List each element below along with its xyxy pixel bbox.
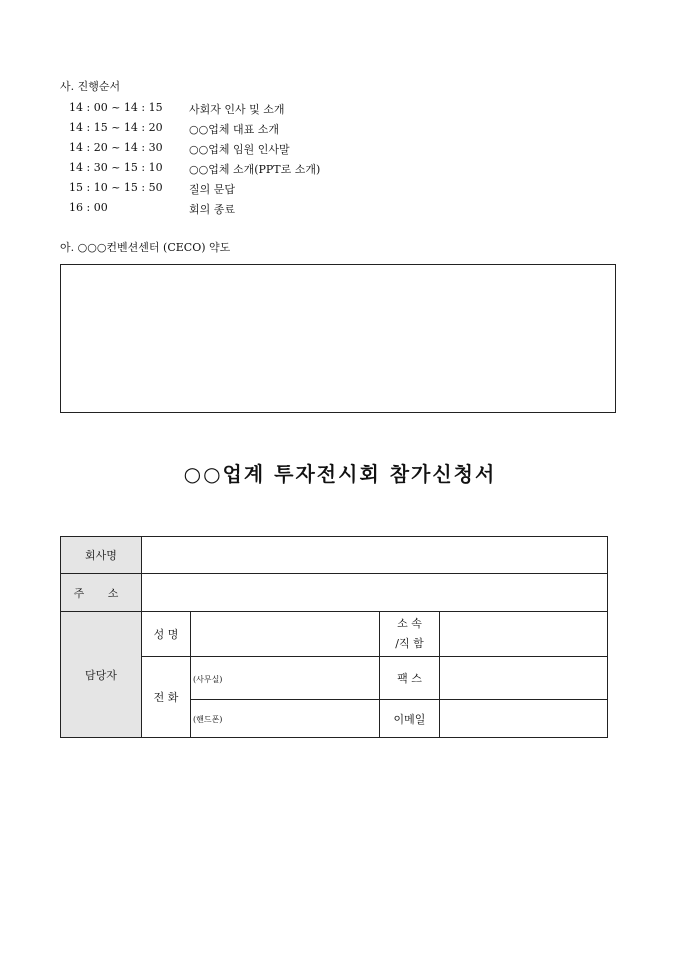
schedule-time: 14 : 30 ~ 15 : 10 xyxy=(69,161,163,174)
company-label: 회사명 xyxy=(61,537,142,574)
affiliation-label xyxy=(380,612,440,657)
affiliation-label-line1: 소 속 xyxy=(397,617,422,630)
section-a-heading: 아. ○○○컨벤션센터 (CECO) 약도 xyxy=(60,241,231,254)
mobile-phone-field[interactable] xyxy=(191,700,380,738)
map-placeholder-box xyxy=(60,264,616,413)
schedule-time: 14 : 15 ~ 14 : 20 xyxy=(69,121,163,134)
application-form-table xyxy=(60,536,608,738)
schedule-desc: ○○업체 임원 인사말 xyxy=(189,143,290,156)
office-hint: (사무실) xyxy=(193,674,223,684)
contact-name-row xyxy=(61,612,608,657)
form-title: ○○업계 투자전시회 참가신청서 xyxy=(183,462,497,486)
schedule-time: 16 : 00 xyxy=(69,201,108,214)
name-field[interactable] xyxy=(191,612,380,657)
schedule-desc: 사회자 인사 및 소개 xyxy=(189,103,285,116)
schedule-time: 15 : 10 ~ 15 : 50 xyxy=(69,181,163,194)
schedule-desc: 회의 종료 xyxy=(189,203,236,216)
phone-label: 전 화 xyxy=(142,657,191,738)
affiliation-field[interactable] xyxy=(440,612,608,657)
address-field[interactable] xyxy=(142,574,608,612)
schedule-time: 14 : 00 ~ 14 : 15 xyxy=(69,101,163,114)
affiliation-label-line2: /직 함 xyxy=(395,637,424,650)
mobile-hint: (핸드폰) xyxy=(193,715,223,724)
fax-label: 팩 스 xyxy=(380,657,440,700)
address-row xyxy=(61,574,608,612)
email-label: 이메일 xyxy=(380,700,440,738)
address-label: 주 소 xyxy=(61,574,142,612)
schedule-desc: ○○업체 대표 소개 xyxy=(189,123,279,136)
phone-office-row xyxy=(61,657,608,700)
schedule-time: 14 : 20 ~ 14 : 30 xyxy=(69,141,163,154)
fax-field[interactable] xyxy=(440,657,608,700)
email-field[interactable] xyxy=(440,700,608,738)
company-row xyxy=(61,537,608,574)
contact-label: 담당자 xyxy=(61,612,142,738)
schedule-desc: 질의 문답 xyxy=(189,183,236,196)
schedule-desc: ○○업체 소개(PPT로 소개) xyxy=(189,163,321,176)
company-field[interactable] xyxy=(142,537,608,574)
office-phone-field[interactable] xyxy=(191,657,380,700)
section-sa-heading: 사. 진행순서 xyxy=(60,80,121,93)
name-label: 성 명 xyxy=(142,612,191,657)
